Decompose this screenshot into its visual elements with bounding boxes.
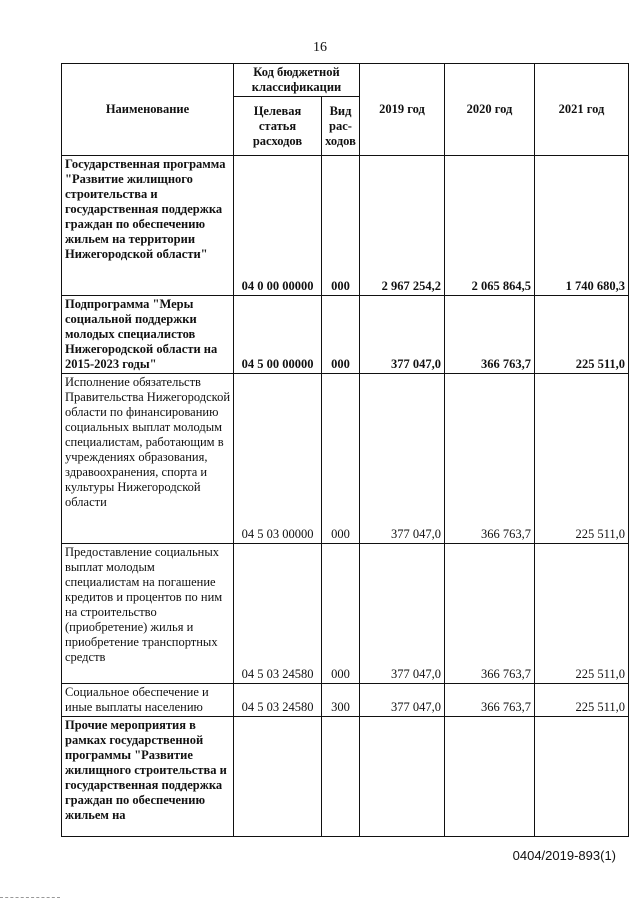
row-name: Исполнение обязательств Правительства Нижегородской области по финансированию социальных выплат молодым специалистам, работающим в учреждениях образования, здравоохранения, спорта и культуры Нижегородской области bbox=[62, 374, 234, 544]
row-2019: 377 047,0 bbox=[360, 374, 445, 544]
column-header-target-article: Целевая статья расходов bbox=[234, 97, 322, 156]
column-header-name: Наименование bbox=[62, 64, 234, 156]
row-2019: 2 967 254,2 bbox=[360, 156, 445, 296]
row-code: 04 5 03 00000 bbox=[234, 374, 322, 544]
row-name: Предоставление социальных выплат молодым специалистам на погашение кредитов и процентов по ним на строительство (приобретение) жилья и приобретение транспортных средств bbox=[62, 544, 234, 684]
row-2019: 377 047,0 bbox=[360, 544, 445, 684]
row-code bbox=[234, 717, 322, 837]
row-type: 300 bbox=[322, 684, 360, 717]
row-2020: 2 065 864,5 bbox=[445, 156, 535, 296]
row-2020: 366 763,7 bbox=[445, 544, 535, 684]
row-code: 04 0 00 00000 bbox=[234, 156, 322, 296]
page-number: 16 bbox=[313, 40, 327, 55]
row-2021 bbox=[535, 717, 629, 837]
row-type: 000 bbox=[322, 296, 360, 374]
column-header-2019: 2019 год bbox=[360, 64, 445, 156]
row-name: Прочие мероприятия в рамках государственной программы "Развитие жилищного строительства и государственная поддержка граждан по обеспечению жильем на bbox=[62, 717, 234, 837]
document-code: 0404/2019-893(1) bbox=[512, 848, 616, 863]
row-code: 04 5 03 24580 bbox=[234, 684, 322, 717]
row-2021: 225 511,0 bbox=[535, 544, 629, 684]
budget-table bbox=[61, 63, 629, 837]
row-2020: 366 763,7 bbox=[445, 374, 535, 544]
row-name: Социальное обеспечение и иные выплаты населению bbox=[62, 684, 234, 717]
column-header-expense-type: Вид рас-ходов bbox=[322, 97, 360, 156]
row-2021: 225 511,0 bbox=[535, 374, 629, 544]
row-type: 000 bbox=[322, 156, 360, 296]
scan-artifact-line bbox=[0, 897, 60, 898]
row-2021: 1 740 680,3 bbox=[535, 156, 629, 296]
row-2019: 377 047,0 bbox=[360, 684, 445, 717]
row-2019: 377 047,0 bbox=[360, 296, 445, 374]
row-type bbox=[322, 717, 360, 837]
table-row bbox=[62, 717, 629, 837]
table-row bbox=[62, 544, 629, 684]
row-name: Государственная программа "Развитие жилищного строительства и государственная поддержка граждан по обеспечению жильем на территории Нижегородской области" bbox=[62, 156, 234, 296]
row-2020: 366 763,7 bbox=[445, 684, 535, 717]
row-name: Подпрограмма "Меры социальной поддержки молодых специалистов Нижегородской области на 2015-2023 годы" bbox=[62, 296, 234, 374]
row-type: 000 bbox=[322, 374, 360, 544]
table-row bbox=[62, 684, 629, 717]
table-row bbox=[62, 156, 629, 296]
table-row bbox=[62, 296, 629, 374]
row-2020: 366 763,7 bbox=[445, 296, 535, 374]
row-2019 bbox=[360, 717, 445, 837]
column-header-2020: 2020 год bbox=[445, 64, 535, 156]
table-row bbox=[62, 374, 629, 544]
row-2021: 225 511,0 bbox=[535, 296, 629, 374]
column-header-budget-code: Код бюджетной классификации bbox=[234, 64, 360, 97]
row-code: 04 5 03 24580 bbox=[234, 544, 322, 684]
column-header-2021: 2021 год bbox=[535, 64, 629, 156]
row-2020 bbox=[445, 717, 535, 837]
row-2021: 225 511,0 bbox=[535, 684, 629, 717]
row-type: 000 bbox=[322, 544, 360, 684]
row-code: 04 5 00 00000 bbox=[234, 296, 322, 374]
